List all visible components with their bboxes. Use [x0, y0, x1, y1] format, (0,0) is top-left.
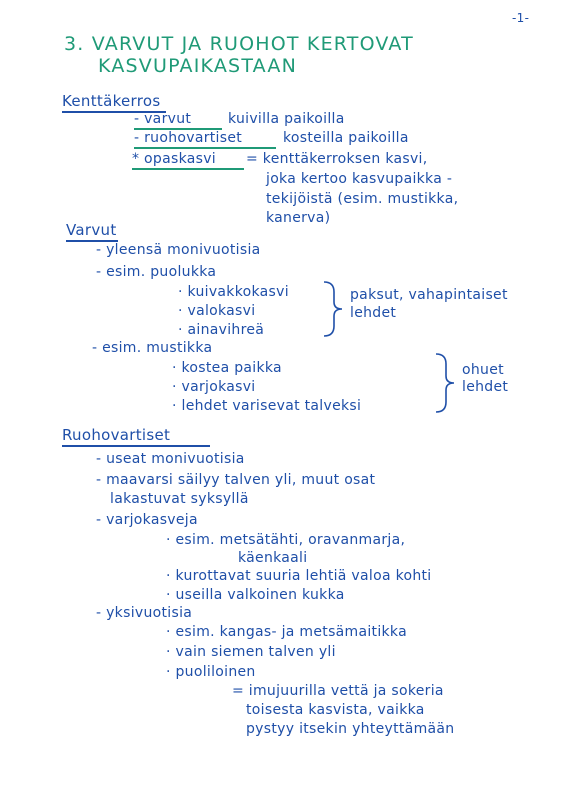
term-underline: [132, 168, 244, 170]
section-heading-ruohovartiset: Ruohovartiset: [62, 426, 171, 444]
section-heading-varvut: Varvut: [66, 221, 117, 239]
page-title: 3. VARVUT JA RUOHOT KERTOVAT: [64, 33, 414, 55]
list-item: lakastuvat syksyllä: [110, 491, 249, 507]
list-item: pystyy itsekin yhteyttämään: [246, 721, 455, 737]
heading-underline: [62, 445, 210, 447]
list-item: - esim. mustikka: [92, 340, 213, 356]
term-varvut: - varvut: [134, 111, 192, 127]
list-item: · useilla valkoinen kukka: [166, 587, 345, 603]
list-item: · kuivakkokasvi: [178, 284, 289, 300]
list-item: · valokasvi: [178, 303, 256, 319]
term-underline: [134, 147, 276, 149]
list-item: · ainavihreä: [178, 322, 265, 338]
curly-brace-icon: [434, 352, 456, 414]
term-ruohovartiset: - ruohovartiset: [134, 130, 243, 146]
list-item: · esim. kangas- ja metsämaitikka: [166, 624, 407, 640]
list-item: = imujuurilla vettä ja sokeria: [232, 683, 444, 699]
section-heading-kenttakerros: Kenttäkerros: [62, 92, 161, 110]
text-definition-line1: = kenttäkerroksen kasvi,: [246, 151, 428, 167]
list-item: - yksivuotisia: [96, 605, 193, 621]
list-item: · esim. metsätähti, oravanmarja,: [166, 532, 406, 548]
curly-brace-icon: [322, 280, 344, 338]
list-item: - esim. puolukka: [96, 264, 217, 280]
list-item: - varjokasveja: [96, 512, 198, 528]
text-kuivilla-paikoilla: kuivilla paikoilla: [228, 111, 345, 127]
list-item: · varjokasvi: [172, 379, 256, 395]
list-item: · puoliloinen: [166, 664, 256, 680]
list-item: - useat monivuotisia: [96, 451, 245, 467]
list-item: · lehdet varisevat talveksi: [172, 398, 362, 414]
brace-annotation-line2: lehdet: [350, 305, 397, 321]
list-item: · kurottavat suuria lehtiä valoa kohti: [166, 568, 432, 584]
text-definition-line2: joka kertoo kasvupaikka -: [266, 171, 453, 187]
brace-annotation-line2: lehdet: [462, 379, 509, 395]
text-definition-line3: tekijöistä (esim. mustikka,: [266, 191, 459, 207]
term-opaskasvi: * opaskasvi: [132, 151, 216, 167]
list-item: · kostea paikka: [172, 360, 282, 376]
list-item: käenkaali: [238, 550, 308, 566]
text-kosteilla-paikoilla: kosteilla paikoilla: [283, 130, 409, 146]
list-item: · vain siemen talven yli: [166, 644, 336, 660]
page-title-line2: KASVUPAIKASTAAN: [98, 55, 297, 77]
list-item: - maavarsi säilyy talven yli, muut osat: [96, 472, 376, 488]
brace-annotation-line1: paksut, vahapintaiset: [350, 287, 508, 303]
text-definition-line4: kanerva): [266, 210, 331, 226]
list-item: - yleensä monivuotisia: [96, 242, 261, 258]
brace-annotation-line1: ohuet: [462, 362, 504, 378]
list-item: toisesta kasvista, vaikka: [246, 702, 425, 718]
page-number: -1-: [512, 11, 530, 25]
